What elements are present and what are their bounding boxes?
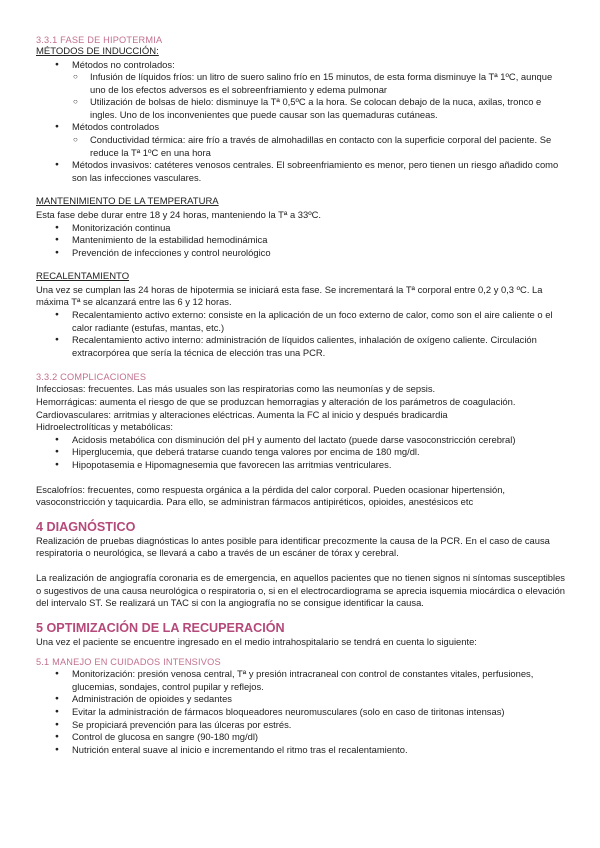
rewarming-title: RECALENTAMIENTO [36,271,130,283]
list-item: ● Acidosis metabólica con disminución del pH y aumento del lactato (puede darse vasoconstricción cerebral) [36,434,566,447]
list-item-invasivos: ● Métodos invasivos: catéteres venosos centrales. El sobreenfriamiento es menor, pero tienen un riesgo añadido como son las infecciones vasculares. [36,159,566,184]
induction-list [36,59,566,185]
maintenance-title: MANTENIMIENTO DE LA TEMPERATURA [36,196,219,208]
list-item: ● Nutrición enteral suave al inicio e incrementando el ritmo tras el recalentamiento. [36,744,566,757]
list-item-text: Métodos no controlados: [72,58,175,70]
list-item: ● Hipopotasemia e Hipomagnesemia que favorecen las arritmias ventriculares. [36,459,566,472]
sublist-item: ○ Conductividad térmica: aire frío a través de almohadillas en contacto con la superficie corporal del paciente. Se reduce la Tª 1ºC en una hora [36,134,566,159]
sublist-item: ○ Infusión de líquidos fríos: un litro de suero salino frío en 15 minutos, de esta forma disminuye la Tª 1ºC, aunque uno de los efectos adversos es el sobreenfriamiento y edema pulmonar [36,71,566,96]
controlados-sublist [72,134,566,159]
list-item: ● Evitar la administración de fármacos bloqueadores neuromusculares (solo en caso de tiritonas intensas) [36,706,566,719]
rewarming-list [36,309,566,359]
list-item: ● Recalentamiento activo externo: consiste en la aplicación de un foco externo de calor, como son el aire caliente o el calor radiante (estufas, mantas, etc.) [36,309,566,334]
rewarming-text: Una vez se cumplan las 24 horas de hipotermia se iniciará esta fase. Se incrementará la Tª corporal entre 0,2 y 0,3 ºC. La máxima Tª se alcanzará entre las 6 y 12 horas. [36,283,543,308]
document-page [36,34,566,756]
maintenance-text: Esta fase debe durar entre 18 y 24 horas, manteniendo la Tª a 33ºC. [36,208,322,220]
diagnosis-paragraph-2: La realización de angiografía coronaria es de emergencia, en aquellos pacientes que no tienen signos ni síntomas susceptibles o sugestivos de una causa neurológica o respiratoria o, si en el electrocardiograma se aprecia isquemia miocárdica o elevación del intervalo ST. Se realizará un TAC si con la angiografía no se consigue identificar la causa. [36,571,565,609]
shivering-text: Escalofríos: frecuentes, como respuesta orgánica a la pérdida del calor corporal. Pueden ocasionar hipertensión, vasoconstricción y taquicardia. Para ello, se administran fármacos antipiréticos, opioides, anestésicos etc [36,483,506,508]
list-item-text: Métodos controlados [72,121,160,133]
induction-methods-title: MÉTODOS DE INDUCCIÓN: [36,46,159,57]
list-item: ● Mantenimiento de la estabilidad hemodinámica [36,234,566,247]
list-item: ● Hiperglucemia, que deberá tratarse cuando tenga valores por encima de 180 mg/dl. [36,446,566,459]
metabolic-list [36,434,566,472]
complication-line: Hidroelectrolíticas y metabólicas: [36,421,174,433]
section-3-3-1-title: 3.3.1 FASE DE HIPOTERMIA [36,35,163,45]
list-item-controlados [36,121,566,159]
list-item: ● Monitorización: presión venosa central, Tª y presión intracraneal con control de constantes vitales, perfusiones, glucemias, sondajes, control pupilar y reflejos. [36,668,566,693]
sublist-item: ○ Utilización de bolsas de hielo: disminuye la Tª 0,5ºC a la hora. Se colocan debajo de la nuca, axilas, tronco e ingles. Uno de los inconvenientes que puede causar son las quemaduras cutáneas. [36,96,566,121]
list-item: ● Monitorización continua [36,222,566,235]
section-3-3-2-title: 3.3.2 COMPLICACIONES [36,372,147,383]
section-5-1-title: 5.1 MANEJO EN CUIDADOS INTENSIVOS [36,657,221,668]
complication-line: Cardiovasculares: arritmias y alteraciones eléctricas. Aumenta la FC al inicio y después bradicardia [36,408,448,420]
list-item: ● Control de glucosa en sangre (90-180 mg/dl) [36,731,566,744]
maintenance-list [36,222,566,260]
list-item-no-controlados [36,59,566,122]
list-item: ● Prevención de infecciones y control neurológico [36,247,566,260]
section-5-heading: 5 OPTIMIZACIÓN DE LA RECUPERACIÓN [36,620,285,635]
list-item: ● Recalentamiento activo interno: administración de líquidos calientes, inhalación de oxígeno caliente. Circulación extracorpórea que sería la técnica de elección tras una PCR. [36,334,566,359]
no-controlados-sublist [72,71,566,121]
icu-list [36,668,566,756]
section-4-heading: 4 DIAGNÓSTICO [36,519,136,534]
list-item: ● Se propiciará prevención para las úlceras por estrés. [36,719,566,732]
recovery-intro: Una vez el paciente se encuentre ingresado en el medio intrahospitalario se tendrá en cuenta lo siguiente: [36,635,477,647]
complication-line: Infecciosas: frecuentes. Las más usuales son las respiratorias como las neumonías y de sepsis. [36,383,436,395]
complication-line: Hemorrágicas: aumenta el riesgo de que se produzcan hemorragias y alteración de los parámetros de coagulación. [36,395,516,407]
list-item: ● Administración de opioides y sedantes [36,693,566,706]
diagnosis-paragraph-1: Realización de pruebas diagnósticas lo antes posible para identificar precozmente la causa de la PCR. En el caso de causa respiratoria o neurológica, se llevará a cabo a través de un escáner de tórax y cerebral. [36,534,550,559]
